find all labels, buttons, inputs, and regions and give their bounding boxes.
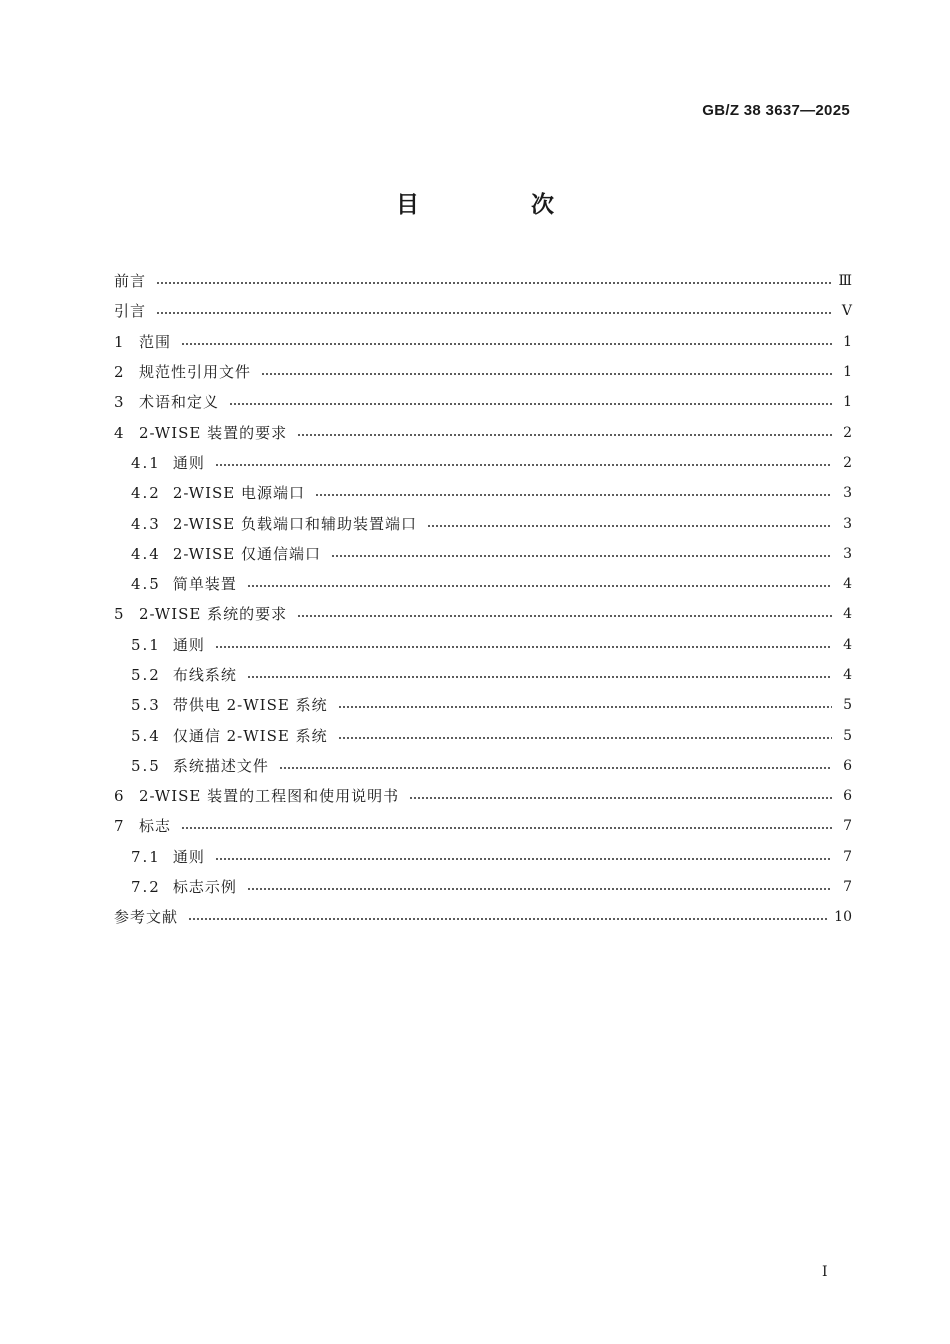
toc-entry-title: 通则 xyxy=(172,453,205,472)
toc-entry[interactable] xyxy=(114,811,852,841)
dot-leader xyxy=(247,676,832,678)
standard-number: GB/Z 38 3637—2025 xyxy=(702,102,850,119)
dot-leader xyxy=(188,918,828,920)
toc-entry-title: 范围 xyxy=(139,332,172,351)
toc-entry-page: 2 xyxy=(843,424,852,441)
dot-leader xyxy=(279,767,832,769)
toc-entry-number: 4.5 xyxy=(131,575,161,594)
page-title: 目 次 xyxy=(395,192,606,218)
toc-entry[interactable] xyxy=(114,599,852,629)
page-number: I xyxy=(822,1264,828,1280)
toc-entry-title: 2-WISE 装置的工程图和使用说明书 xyxy=(139,787,400,806)
toc-entry[interactable] xyxy=(114,266,852,296)
toc-entry-number: 1 xyxy=(114,332,126,351)
toc-entry[interactable] xyxy=(114,751,852,781)
dot-leader xyxy=(427,525,832,527)
toc-entry-title: 参考文献 xyxy=(114,908,179,927)
toc-entry-title: 术语和定义 xyxy=(139,393,220,412)
toc-entry-title: 通则 xyxy=(172,847,205,866)
toc-entry-number: 5.4 xyxy=(131,726,161,745)
toc-entry-page: 10 xyxy=(834,909,852,926)
toc-entry-title: 2-WISE 仅通信端口 xyxy=(172,544,321,563)
toc-entry[interactable] xyxy=(114,690,852,720)
toc-entry-number: 5.2 xyxy=(131,666,161,684)
toc-entry-page: 5 xyxy=(843,727,852,744)
dot-leader xyxy=(315,494,832,496)
toc-entry-number: 4.4 xyxy=(131,544,161,563)
toc-entry-number: 3 xyxy=(114,393,126,412)
dot-leader xyxy=(156,282,832,284)
dot-leader xyxy=(215,464,832,466)
toc-entry-page: 3 xyxy=(843,515,852,532)
toc-entry-number: 6 xyxy=(114,787,126,806)
toc-entry-number: 7.1 xyxy=(131,847,161,866)
toc-entry-number: 5.3 xyxy=(131,696,161,715)
toc-entry-page: 6 xyxy=(843,757,852,774)
toc-entry-number: 2 xyxy=(114,363,126,382)
toc-entry[interactable] xyxy=(114,720,852,750)
toc-entry[interactable] xyxy=(114,508,852,538)
dot-leader xyxy=(338,737,832,739)
toc-entry-page: 4 xyxy=(843,667,852,683)
dot-leader xyxy=(181,827,832,829)
dot-leader xyxy=(229,403,832,405)
toc-entry[interactable] xyxy=(114,327,852,357)
toc-entry[interactable] xyxy=(114,842,852,872)
toc-entry-title: 标志 xyxy=(139,817,172,836)
toc-entry[interactable] xyxy=(114,417,852,447)
dot-leader xyxy=(247,888,832,890)
toc-entry-number: 5.5 xyxy=(131,756,161,775)
toc-entry[interactable] xyxy=(114,478,852,508)
toc-entry[interactable] xyxy=(114,357,852,387)
toc-entry-page: Ⅴ xyxy=(841,303,852,320)
toc-entry-title: 简单装置 xyxy=(172,575,237,594)
toc-entry-page: 5 xyxy=(843,697,852,714)
toc-entry[interactable] xyxy=(114,448,852,478)
toc-entry-page: 7 xyxy=(843,848,852,865)
toc-entry-page: Ⅲ xyxy=(838,273,852,290)
toc-entry-page: 3 xyxy=(843,485,852,502)
toc-entry[interactable] xyxy=(114,872,852,902)
toc-entry-title: 布线系统 xyxy=(172,666,237,684)
toc-entry-page: 4 xyxy=(843,606,852,623)
dot-leader xyxy=(261,373,832,375)
toc-entry-number: 4.1 xyxy=(131,453,161,472)
dot-leader xyxy=(247,585,832,587)
toc-entry[interactable] xyxy=(114,296,852,326)
dot-leader xyxy=(338,706,832,708)
toc-entry-number: 4.2 xyxy=(131,484,161,503)
toc-entry-title: 标志示例 xyxy=(172,878,237,897)
toc-entry-number: 4 xyxy=(114,423,126,442)
toc-entry-title: 2-WISE 系统的要求 xyxy=(139,605,288,624)
toc-entry[interactable] xyxy=(114,387,852,417)
toc-entry-title: 规范性引用文件 xyxy=(139,363,252,382)
toc-entry-number: 5.1 xyxy=(131,635,161,654)
toc-entry-page: 7 xyxy=(843,879,852,896)
toc-entry-title: 通则 xyxy=(172,635,205,654)
toc-entry[interactable] xyxy=(114,569,852,599)
table-of-contents xyxy=(114,266,852,933)
dot-leader xyxy=(297,615,832,617)
toc-entry[interactable] xyxy=(114,781,852,811)
toc-entry-page: 2 xyxy=(843,454,852,471)
toc-entry-page: 6 xyxy=(843,788,852,805)
dot-leader xyxy=(215,858,832,860)
toc-entry[interactable] xyxy=(114,630,852,660)
toc-entry-number: 4.3 xyxy=(131,514,161,533)
toc-entry-page: 7 xyxy=(843,818,852,835)
toc-entry-title: 仅通信 2-WISE 系统 xyxy=(172,726,328,745)
toc-entry[interactable] xyxy=(114,539,852,569)
toc-entry-page: 1 xyxy=(843,394,852,411)
toc-entry[interactable] xyxy=(114,902,852,932)
dot-leader xyxy=(409,797,832,799)
toc-entry-page: 1 xyxy=(843,364,852,381)
toc-entry-number: 7.2 xyxy=(131,878,161,897)
toc-entry-page: 3 xyxy=(843,545,852,562)
toc-entry-page: 4 xyxy=(843,576,852,593)
dot-leader xyxy=(215,646,832,648)
toc-entry-title: 带供电 2-WISE 系统 xyxy=(172,696,328,715)
dot-leader xyxy=(331,555,832,557)
toc-entry-number: 5 xyxy=(114,605,126,624)
toc-entry-title: 系统描述文件 xyxy=(172,756,269,775)
toc-entry-page: 1 xyxy=(843,333,852,350)
toc-entry-title: 2-WISE 装置的要求 xyxy=(139,423,288,442)
dot-leader xyxy=(156,312,832,314)
toc-entry-title: 2-WISE 电源端口 xyxy=(172,484,305,503)
dot-leader xyxy=(181,343,832,345)
toc-entry-page: 4 xyxy=(843,636,852,653)
toc-entry[interactable] xyxy=(114,660,852,690)
toc-entry-title: 引言 xyxy=(114,302,147,321)
dot-leader xyxy=(297,434,832,436)
toc-entry-title: 2-WISE 负载端口和辅助装置端口 xyxy=(172,514,417,533)
toc-entry-title: 前言 xyxy=(114,272,147,291)
toc-entry-number: 7 xyxy=(114,817,126,836)
